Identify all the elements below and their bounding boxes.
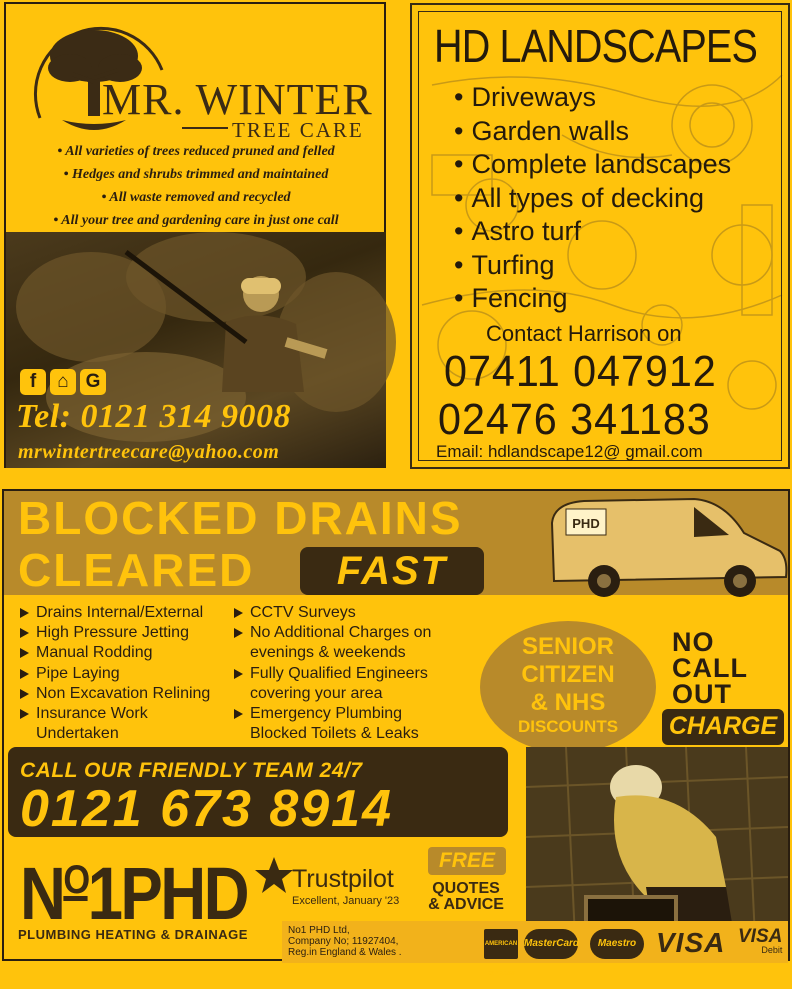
logo-phd: PHD xyxy=(120,852,248,935)
list-item: High Pressure Jetting xyxy=(16,623,210,643)
logo-o: O xyxy=(63,858,88,902)
list-item: No Additional Charges on xyxy=(230,623,431,643)
list-item: covering your area xyxy=(250,684,383,702)
list-item: Undertaken xyxy=(36,725,119,743)
headline-line-2: CLEARED xyxy=(18,544,255,596)
list-item: Non Excavation Relining xyxy=(16,684,210,704)
amex-card-icon: AMERICAN EXPRESS xyxy=(484,929,518,959)
payment-cards xyxy=(484,921,788,977)
list-item: Fully Qualified Engineers xyxy=(230,664,431,684)
email-address[interactable]: mrwintertreecare@yahoo.com xyxy=(18,441,280,463)
list-item: evenings & weekends xyxy=(250,644,406,662)
visa-icon: VISA xyxy=(656,927,726,958)
list-item: • All varieties of trees reduced pruned and felled xyxy=(57,144,335,159)
list-item: Blocked Toilets & Leaks xyxy=(250,725,419,743)
visa-debit-label: VISA xyxy=(738,926,783,947)
nocall-line: NO xyxy=(672,627,715,657)
company-subtitle: TREE CARE xyxy=(232,118,364,142)
landline-number[interactable]: 02476 341183 xyxy=(438,395,711,444)
company-line: Reg.in England & Wales . xyxy=(288,947,402,958)
list-item: • All types of decking xyxy=(454,182,731,216)
services-right xyxy=(230,603,431,744)
list-item: • Fencing xyxy=(454,282,731,316)
logo-subtitle: PLUMBING HEATING & DRAINAGE xyxy=(18,927,248,942)
list-item: Drains Internal/External xyxy=(16,603,210,623)
badge-discounts: DISCOUNTS xyxy=(517,717,619,736)
mastercard-icon: MasterCard xyxy=(524,929,578,959)
list-item: Emergency Plumbing xyxy=(230,704,431,724)
senior-discount-badge xyxy=(480,621,656,753)
list-item: • Complete landscapes xyxy=(454,148,731,182)
hd-landscapes-ad xyxy=(410,3,790,469)
service-list xyxy=(6,140,386,232)
call-team-text: CALL OUR FRIENDLY TEAM 24/7 xyxy=(20,759,363,782)
free-label: FREE xyxy=(438,849,495,872)
company-name: MR. WINTER xyxy=(102,75,373,124)
list-item: • Turfing xyxy=(454,249,731,283)
list-item: • Hedges and shrubs trimmed and maintained xyxy=(63,167,329,182)
badge-line: SENIOR xyxy=(521,633,614,660)
badge-line: CITIZEN xyxy=(521,661,615,688)
checkatrade-icon[interactable]: ⌂ xyxy=(50,369,76,395)
nocall-line: OUT xyxy=(672,679,732,709)
phone-number[interactable]: 0121 673 8914 xyxy=(20,780,394,838)
list-item: • Garden walls xyxy=(454,115,731,149)
list-item: • All waste removed and recycled xyxy=(101,190,291,205)
fast-badge xyxy=(300,547,484,595)
list-item: Pipe Laying xyxy=(16,664,210,684)
company-line: Company No; 11927404, xyxy=(288,936,399,947)
quotes-line: & ADVICE xyxy=(428,896,504,913)
google-icon[interactable]: G xyxy=(80,369,106,395)
trustpilot-star-icon xyxy=(254,855,294,895)
free-badge xyxy=(428,847,506,875)
quotes-advice xyxy=(416,881,516,913)
logo-one: 1 xyxy=(87,852,121,935)
trustpilot-rating: Excellent, January '23 xyxy=(292,895,400,907)
phone-number[interactable]: Tel: 0121 314 9008 xyxy=(16,398,292,435)
list-item: CCTV Surveys xyxy=(230,603,431,623)
mobile-number[interactable]: 07411 047912 xyxy=(444,347,717,396)
list-item: Insurance Work xyxy=(16,704,210,724)
company-name: HD LANDSCAPES xyxy=(434,20,757,72)
charge-label: CHARGE xyxy=(668,712,778,740)
facebook-icon[interactable]: f xyxy=(20,369,46,395)
fast-label: FAST xyxy=(336,549,448,593)
social-icons xyxy=(20,369,106,395)
list-item: • All your tree and gardening care in just one call xyxy=(53,213,339,228)
email-address[interactable]: Email: hdlandscape12@ gmail.com xyxy=(436,442,703,461)
no1-phd-ad xyxy=(2,489,790,977)
logo-n: N xyxy=(20,852,64,935)
headline-line-1: BLOCKED DRAINS xyxy=(18,492,463,544)
list-item: • Astro turf xyxy=(454,215,731,249)
debit-label: Debit xyxy=(761,945,783,955)
mr-winter-ad xyxy=(4,2,386,468)
nocall-line: CALL xyxy=(672,653,748,683)
van-illustration-icon xyxy=(544,493,792,601)
list-item: • Driveways xyxy=(454,81,731,115)
company-line: No1 PHD Ltd, xyxy=(288,925,350,936)
services-left xyxy=(16,603,210,744)
list-item: Manual Rodding xyxy=(16,643,210,663)
service-list xyxy=(454,81,731,316)
charge-badge xyxy=(662,709,784,745)
maestro-icon: Maestro xyxy=(590,929,644,959)
divider xyxy=(182,127,228,129)
van-logo-text: PHD xyxy=(572,516,600,531)
visa-debit-icon xyxy=(738,927,782,955)
no-call-out-text xyxy=(672,629,748,707)
badge-line: & NHS xyxy=(530,689,606,716)
trustpilot-name[interactable]: Trustpilot xyxy=(292,865,394,893)
quotes-line: QUOTES xyxy=(432,880,500,897)
contact-line: Contact Harrison on xyxy=(486,321,682,346)
